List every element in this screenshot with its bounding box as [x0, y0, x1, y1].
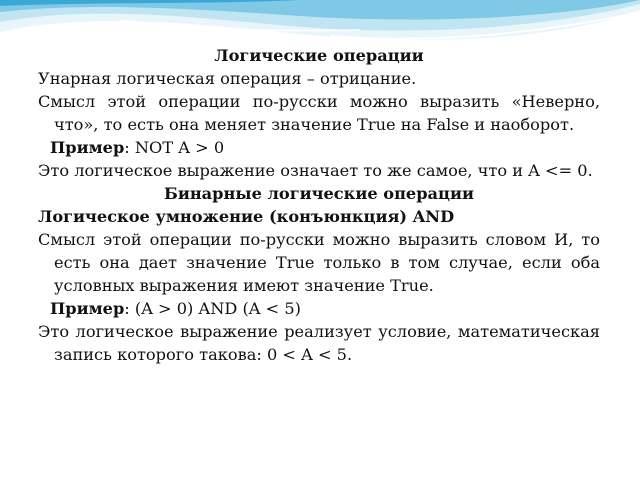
slide-title: Логические операции [214, 46, 424, 65]
binary-operations-title: Бинарные логические операции [164, 184, 474, 203]
conjunction-meaning-text: Смысл этой операции по-русски можно выразить словом И, то есть она дает значение True только в том случае, если оба условных выражения имеют значение True. [38, 230, 600, 295]
example-label: Пример [50, 138, 125, 157]
example-not [38, 136, 600, 159]
example-expression: : (A > 0) AND (A < 5) [124, 299, 301, 318]
example-expression: : NOT A > 0 [124, 138, 225, 157]
conjunction-heading: Логическое умножение (конъюнкция) AND [38, 207, 455, 226]
header-wave-decoration [0, 0, 640, 50]
unary-operation-text: Унарная логическая операция – отрицание. [38, 69, 417, 88]
example-and [38, 297, 600, 320]
negation-equivalent-text: Это логическое выражение означает то же самое, что и A <= 0. [38, 161, 593, 180]
slide-content [38, 44, 600, 366]
example-label: Пример [50, 299, 125, 318]
conjunction-condition-text: Это логическое выражение реализует условие, математическая запись которого такова: 0 < A < 5. [38, 322, 600, 364]
negation-meaning-text: Смысл этой операции по-русски можно выразить «Неверно, что», то есть она меняет значение True на False и наоборот. [38, 92, 600, 134]
